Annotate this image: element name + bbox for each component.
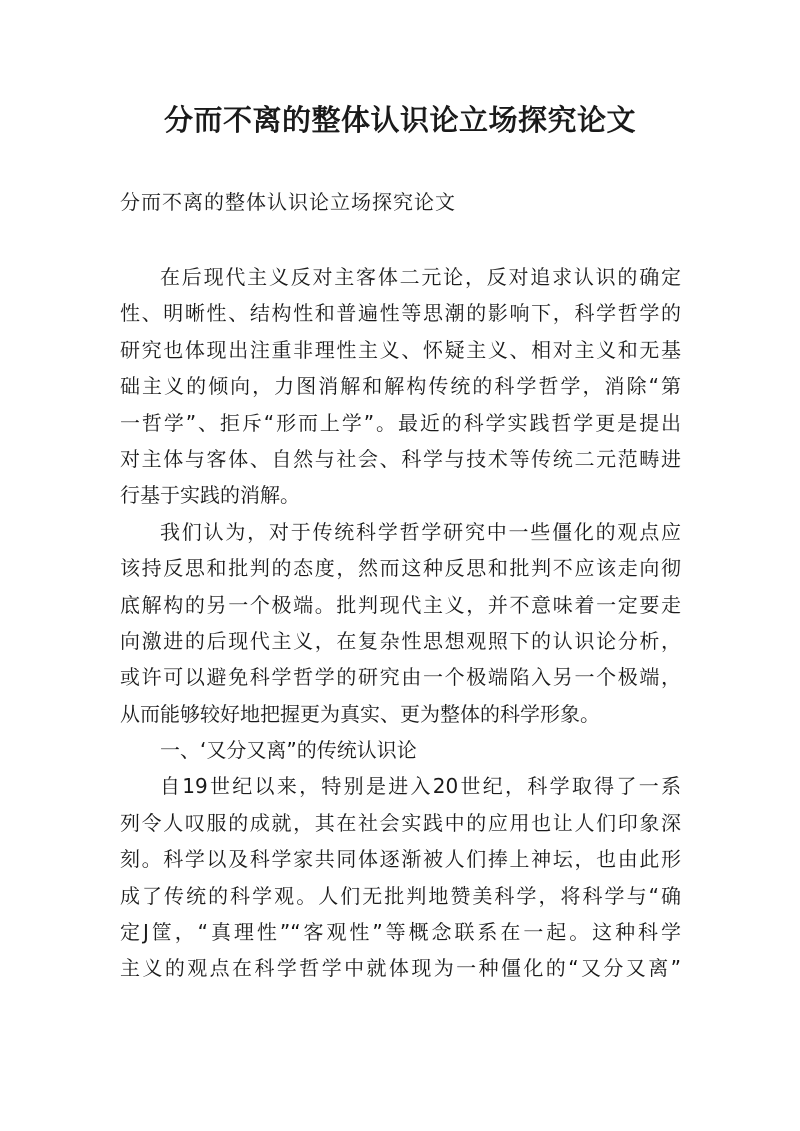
paragraph-line: 研究也体现出注重非理性主义、怀疑主义、相对主义和无基 <box>120 337 681 362</box>
paragraph-line: 础主义的倾向，力图消解和解构传统的科学哲学，消除“第 <box>120 374 681 399</box>
paragraph-line: 性、明晰性、结构性和普遍性等思潮的影响下，科学哲学的 <box>120 301 681 326</box>
paragraph-line: 或许可以避免科学哲学的研究由一个极端陷入另一个极端， <box>120 665 681 690</box>
paragraph-line: 对主体与客体、自然与社会、科学与技术等传统二元范畴进 <box>120 446 681 471</box>
paragraph-line: 刻。科学以及科学家共同体逐渐被人们捧上神坛，也由此形 <box>120 847 681 872</box>
paragraph-line: 定J筐，“真理性”“客观性”等概念联系在一起。这种科学 <box>120 920 681 945</box>
paragraph-line: 我们认为，对于传统科学哲学研究中一些僵化的观点应 <box>160 519 681 544</box>
paragraph-line: 主义的观点在科学哲学中就体现为一种僵化的“又分又离” <box>120 956 681 981</box>
paragraph-2 <box>120 514 681 732</box>
paragraph-1 <box>120 259 681 514</box>
paragraph-line: 向激进的后现代主义，在复杂性思想观照下的认识论分析， <box>120 628 681 653</box>
paragraph-line: 底解构的另一个极端。批判现代主义，并不意味着一定要走 <box>120 592 681 617</box>
paragraph-3 <box>120 768 681 986</box>
document-title: 分而不离的整体认识论立场探究论文 <box>163 103 636 137</box>
document-body <box>120 259 681 987</box>
section-heading <box>120 732 681 768</box>
paragraph-line: 自19世纪以来，特别是进入20世纪，科学取得了一系 <box>160 774 681 799</box>
paragraph-line: 该持反思和批判的态度，然而这种反思和批判不应该走向彻 <box>120 556 681 581</box>
document-subtitle: 分而不离的整体认识论立场探究论文 <box>120 190 456 214</box>
paragraph-line: 一哲学”、拒斥“形而上学”。最近的科学实践哲学更是提出 <box>120 410 681 435</box>
paragraph-line: 成了传统的科学观。人们无批判地赞美科学，将科学与“确 <box>120 883 681 908</box>
paragraph-line: 在后现代主义反对主客体二元论，反对追求认识的确定 <box>160 265 681 289</box>
paragraph-line: 行基于实践的消解。 <box>120 483 300 508</box>
paragraph-line: 从而能够较好地把握更为真实、更为整体的科学形象。 <box>120 701 600 726</box>
section-heading-text: 一、‘又分又离”的传统认识论 <box>160 738 417 763</box>
paragraph-line: 列令人叹服的成就，其在社会实践中的应用也让人们印象深 <box>120 810 681 835</box>
